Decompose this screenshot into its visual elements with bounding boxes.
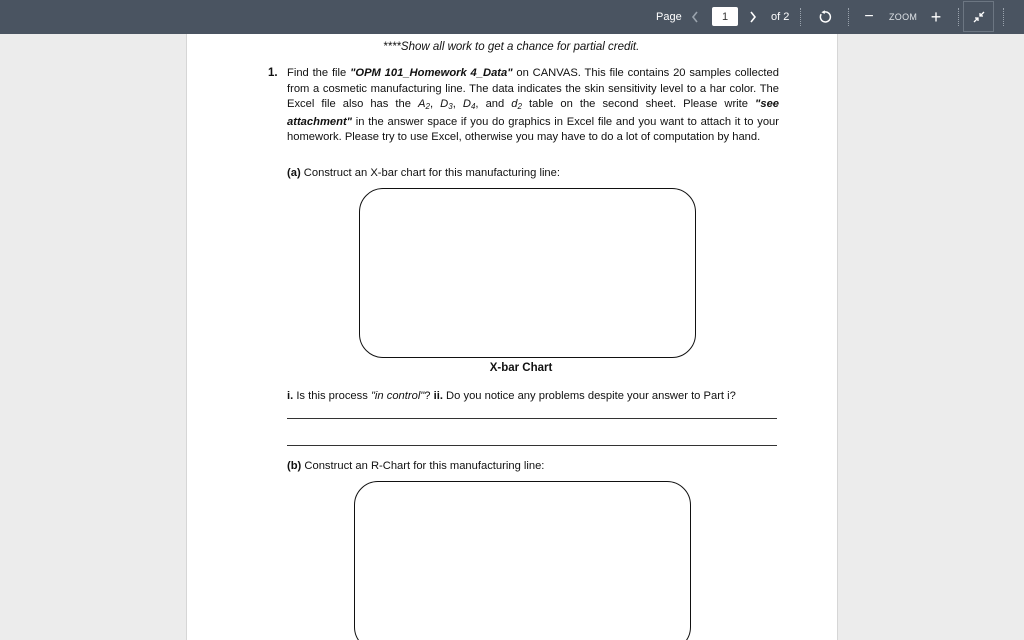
r-chart-answer-box — [354, 481, 691, 640]
q1-see-attachment: "see attachment" — [287, 98, 780, 128]
symbol-d3: $D_3$ — [440, 98, 453, 112]
toolbar-separator — [958, 8, 959, 26]
document-viewport[interactable] — [0, 34, 1024, 640]
exit-fullscreen-button[interactable] — [963, 1, 994, 32]
q1-text-4: in the answer space if you do graphics in Excel file and you want to attach it to your homework. Please try to use Excel, otherwise you may have to do a lot of computation by hand. — [287, 115, 779, 144]
zoom-in-button[interactable]: + — [930, 6, 942, 27]
q1-text-2: on CANVAS. This file contains 20 samples collected from a cosmetic manufacturing line. The data indicates the skin sensitivity level to a har color. The Excel file also has the — [287, 67, 779, 111]
q-ii-label: ii. — [433, 390, 443, 402]
part-a-heading — [287, 167, 560, 179]
zoom-out-button[interactable]: − — [864, 8, 874, 25]
symbol-d4: $D_4$ — [462, 98, 476, 112]
chevron-right-icon — [749, 11, 757, 23]
part-b-heading — [287, 460, 544, 472]
rotate-icon — [818, 10, 832, 24]
pdf-page — [186, 34, 838, 640]
answer-line — [287, 445, 777, 446]
page-number-input[interactable] — [712, 7, 738, 26]
part-a-text: Construct an X-bar chart for this manufacturing line: — [300, 167, 560, 179]
xbar-chart-answer-box — [359, 188, 696, 358]
q1-file-name: "OPM 101_Homework 4_Data" — [350, 67, 513, 79]
part-a-question — [287, 390, 736, 402]
q-i-italic: "in control" — [370, 390, 425, 402]
part-a-label: (a) — [287, 167, 301, 179]
symbol-d2: $d_2$ — [511, 98, 522, 112]
question-1-text: Find the file "OPM 101_Homework 4_Data" on CANVAS. This file contains 20 samples collected from a cosmetic manufacturing line. The data indicates the skin sensitivity level to a har color. The Excel file also has the $A_2$, $D_3$, $D_4$, and $d_2$ table on the second sheet. Please write "see attachment" in the answer space if you do graphics in Excel file and you want to attach it to your homework. Please try to use Excel, otherwise you may have to do a lot of computation by hand. — [287, 67, 780, 144]
rotate-button[interactable] — [815, 0, 835, 34]
q1-text-3: table on the second sheet. Please write — [521, 98, 756, 111]
q-i-label: i. — [287, 390, 294, 402]
q-ii-text: Do you notice any problems despite your answer to Part i? — [442, 390, 736, 402]
symbol-a2: $A_2$ — [418, 98, 430, 112]
chevron-left-icon — [691, 11, 699, 23]
collapse-icon — [973, 11, 985, 23]
q-i-text-2: ? — [424, 390, 434, 402]
zoom-label: ZOOM — [889, 12, 918, 22]
toolbar-separator — [800, 8, 801, 26]
q-i-text: Is this process — [293, 390, 371, 402]
q1-text-1: Find the file — [287, 67, 351, 79]
part-b-text: Construct an R-Chart for this manufacturing line: — [301, 460, 545, 472]
toolbar-separator — [848, 8, 849, 26]
previous-page-button[interactable] — [689, 0, 701, 34]
xbar-chart-caption: X-bar Chart — [489, 362, 553, 374]
pdf-toolbar — [0, 0, 1024, 34]
answer-line — [287, 418, 777, 419]
toolbar-separator — [1003, 8, 1004, 26]
next-page-button[interactable] — [746, 0, 760, 34]
page-label: Page — [656, 11, 682, 23]
q1-and-text: , and — [475, 98, 512, 111]
part-b-label: (b) — [287, 460, 302, 472]
partial-credit-note: ****Show all work to get a chance for partial credit. — [383, 41, 640, 53]
question-number: 1. — [268, 67, 278, 79]
page-count-label: of 2 — [771, 11, 790, 23]
